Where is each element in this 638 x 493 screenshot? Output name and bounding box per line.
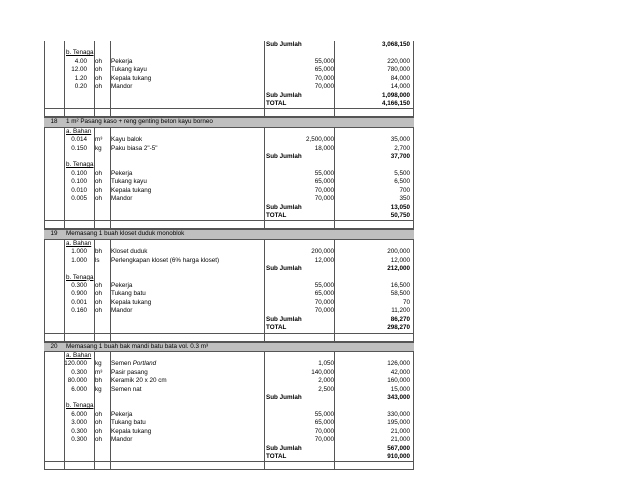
line-total: 35,000 xyxy=(390,136,410,144)
line-total: 160,000 xyxy=(387,377,410,385)
coefficient: 0.20 xyxy=(74,83,87,91)
unit-price: 55,000 xyxy=(314,57,334,65)
unit-price: 55,000 xyxy=(314,169,334,177)
section-label: b. Tenaga xyxy=(66,161,94,169)
table-row xyxy=(44,83,414,91)
cost-analysis-sheet xyxy=(44,41,414,470)
line-total: 1,098,000 xyxy=(381,91,410,99)
section-label: b. Tenaga xyxy=(66,49,94,57)
summary-row xyxy=(44,316,414,324)
coefficient: 0.005 xyxy=(71,195,87,203)
table-row xyxy=(44,386,414,394)
description: Tukang kayu xyxy=(111,178,147,186)
item-number: 18 xyxy=(50,118,58,126)
coefficient: 3.000 xyxy=(71,419,87,427)
unit-price: 12,000 xyxy=(314,256,334,264)
description: Kayu balok xyxy=(111,136,143,144)
unit-price: 65,000 xyxy=(314,66,334,74)
summary-row xyxy=(44,153,414,161)
section-label: b. Tenaga xyxy=(66,273,94,281)
coefficient: 12.00 xyxy=(71,66,87,74)
coefficient: 0.010 xyxy=(71,186,87,194)
table-row xyxy=(44,257,414,265)
line-total: 910,000 xyxy=(387,452,410,460)
description: Tukang kayu xyxy=(111,66,147,74)
table-row xyxy=(44,145,414,153)
unit: oh xyxy=(95,281,103,289)
coefficient: 6.000 xyxy=(71,410,87,418)
section-label: a. Bahan xyxy=(66,351,92,359)
item-title: Memasang 1 buah kloset duduk monoblok xyxy=(66,230,185,238)
summary-label: Sub Jumlah xyxy=(266,265,302,273)
line-total: 200,000 xyxy=(387,248,410,256)
line-total: 15,000 xyxy=(390,385,410,393)
line-total: 195,000 xyxy=(387,419,410,427)
unit-price: 70,000 xyxy=(314,427,334,435)
summary-row xyxy=(44,265,414,273)
table-row xyxy=(44,170,414,178)
table-row xyxy=(44,307,414,315)
description: Kepala tukang xyxy=(111,427,152,435)
spacer-row xyxy=(44,109,414,117)
line-total: 2,700 xyxy=(394,144,410,152)
coefficient: 0.300 xyxy=(71,427,87,435)
line-total: 70 xyxy=(402,298,410,306)
unit-price: 70,000 xyxy=(314,83,334,91)
unit: oh xyxy=(95,186,103,194)
section-label-row xyxy=(44,128,414,136)
summary-row xyxy=(44,212,414,221)
unit: kg xyxy=(95,385,102,393)
coefficient: 120.000 xyxy=(64,360,87,368)
unit-price: 70,000 xyxy=(314,195,334,203)
coefficient: 0.100 xyxy=(71,169,87,177)
line-total: 5,500 xyxy=(394,169,410,177)
line-total: 780,000 xyxy=(387,66,410,74)
description: Pekerja xyxy=(111,57,133,65)
unit-price: 70,000 xyxy=(314,74,334,82)
summary-label: Sub Jumlah xyxy=(266,203,302,211)
item-header-row xyxy=(44,342,414,352)
unit: oh xyxy=(95,427,103,435)
line-total: 84,000 xyxy=(390,74,410,82)
description: Pekerja xyxy=(111,410,133,418)
unit-price: 18,000 xyxy=(314,144,334,152)
table-row xyxy=(44,377,414,385)
line-total: 42,000 xyxy=(390,368,410,376)
coefficient: 1.20 xyxy=(74,74,87,82)
description: Perlengkapan kloset (6% harga kloset) xyxy=(111,256,220,264)
unit: oh xyxy=(95,169,103,177)
section-label-row xyxy=(44,274,414,282)
item-header-row xyxy=(44,117,414,127)
summary-row xyxy=(44,92,414,100)
section-label: a. Bahan xyxy=(66,239,92,247)
unit-price: 65,000 xyxy=(314,178,334,186)
table-row xyxy=(44,360,414,368)
unit-price: 2,000 xyxy=(318,377,334,385)
unit-price: 70,000 xyxy=(314,186,334,194)
line-total: 126,000 xyxy=(387,360,410,368)
description: Kepala tukang xyxy=(111,74,152,82)
table-row xyxy=(44,411,414,419)
line-total: 220,000 xyxy=(387,57,410,65)
description: Pekerja xyxy=(111,281,133,289)
table-row xyxy=(44,369,414,377)
unit: oh xyxy=(95,83,103,91)
spacer-row xyxy=(44,334,414,342)
table-row xyxy=(44,58,414,66)
unit-price: 55,000 xyxy=(314,281,334,289)
summary-label: Sub Jumlah xyxy=(266,41,302,48)
unit: bh xyxy=(95,377,103,385)
item-number: 19 xyxy=(50,230,58,238)
unit: ls xyxy=(95,256,100,264)
item-title: 1 m² Pasang kaso + reng genting beton kayu borneo xyxy=(66,118,213,126)
unit: oh xyxy=(95,66,103,74)
line-total: 11,200 xyxy=(391,307,410,315)
coefficient: 6.000 xyxy=(71,385,87,393)
coefficient: 0.900 xyxy=(71,290,87,298)
unit: oh xyxy=(95,307,103,315)
description: Pekerja xyxy=(111,169,133,177)
line-total: 4,166,150 xyxy=(381,99,410,107)
description: Mandor xyxy=(111,83,133,91)
description: Semen Portland xyxy=(111,360,157,368)
line-total: 6,500 xyxy=(394,178,410,186)
description: Tukang batu xyxy=(111,290,146,298)
item-title: Memasang 1 buah bak mandi batu bata vol. 0.3 m³ xyxy=(66,342,209,350)
section-label-row xyxy=(44,161,414,169)
unit: oh xyxy=(95,298,103,306)
spacer-row xyxy=(44,221,414,229)
unit: kg xyxy=(95,360,102,368)
unit: kg xyxy=(95,144,102,152)
table-row xyxy=(44,299,414,307)
unit: oh xyxy=(95,290,103,298)
coefficient: 1.000 xyxy=(71,256,87,264)
table-row xyxy=(44,436,414,444)
description: Mandor xyxy=(111,195,133,203)
line-total: 700 xyxy=(399,186,410,194)
unit-price: 55,000 xyxy=(314,410,334,418)
summary-row xyxy=(44,41,414,49)
summary-label: TOTAL xyxy=(266,324,287,332)
summary-label: Sub Jumlah xyxy=(266,153,302,161)
coefficient: 4.00 xyxy=(74,57,87,65)
description: Semen nat xyxy=(111,385,142,393)
description: Tukang batu xyxy=(111,419,146,427)
coefficient: 0.150 xyxy=(71,144,87,152)
summary-row xyxy=(44,453,414,462)
description: Mandor xyxy=(111,307,133,315)
unit: oh xyxy=(95,57,103,65)
summary-label: Sub Jumlah xyxy=(266,91,302,99)
line-total: 567,000 xyxy=(387,444,410,452)
table-row xyxy=(44,195,414,203)
table-body xyxy=(44,41,414,470)
section-label-row xyxy=(44,352,414,360)
coefficient: 80.000 xyxy=(67,377,87,385)
description: Paku biasa 2"-5" xyxy=(111,144,158,152)
coefficient: 0.160 xyxy=(71,307,87,315)
table-row xyxy=(44,136,414,144)
section-label: a. Bahan xyxy=(66,127,92,135)
description: Kepala tukang xyxy=(111,298,152,306)
summary-label: TOTAL xyxy=(266,452,287,460)
description: Kepala tukang xyxy=(111,186,152,194)
unit-price: 1,050 xyxy=(318,360,334,368)
unit: oh xyxy=(95,410,103,418)
table-row xyxy=(44,187,414,195)
summary-label: Sub Jumlah xyxy=(266,444,302,452)
summary-row xyxy=(44,445,414,453)
unit: m³ xyxy=(95,136,103,144)
unit-price: 2,500,000 xyxy=(305,136,334,144)
summary-label: TOTAL xyxy=(266,99,287,107)
item-number: 20 xyxy=(50,342,58,350)
line-total: 343,000 xyxy=(387,394,410,402)
table-row xyxy=(44,248,414,256)
coefficient: 1.000 xyxy=(71,248,87,256)
coefficient: 0.300 xyxy=(71,368,87,376)
line-total: 86,270 xyxy=(390,315,410,323)
coefficient: 0.001 xyxy=(71,298,87,306)
unit: oh xyxy=(95,178,103,186)
description: Mandor xyxy=(111,436,133,444)
unit-price: 65,000 xyxy=(314,290,334,298)
line-total: 212,000 xyxy=(387,265,410,273)
table-row xyxy=(44,66,414,74)
summary-label: TOTAL xyxy=(266,212,287,220)
summary-row xyxy=(44,324,414,333)
summary-label: Sub Jumlah xyxy=(266,315,302,323)
line-total: 350 xyxy=(399,195,410,203)
description: Keramik 20 x 20 cm xyxy=(111,377,167,385)
description: Pasir pasang xyxy=(111,368,148,376)
unit-price: 70,000 xyxy=(314,436,334,444)
unit-price: 200,000 xyxy=(311,248,334,256)
summary-row xyxy=(44,204,414,212)
unit-price: 70,000 xyxy=(314,298,334,306)
section-label-row xyxy=(44,402,414,410)
line-total: 16,500 xyxy=(390,281,410,289)
unit: oh xyxy=(95,436,103,444)
line-total: 58,500 xyxy=(390,290,410,298)
unit-price: 2,500 xyxy=(318,385,334,393)
line-total: 13,050 xyxy=(390,203,410,211)
line-total: 12,000 xyxy=(390,256,410,264)
unit: m³ xyxy=(95,368,103,376)
line-total: 21,000 xyxy=(390,436,410,444)
line-total: 14,000 xyxy=(390,83,410,91)
table-row xyxy=(44,428,414,436)
section-label: b. Tenaga xyxy=(66,402,94,410)
unit-price: 140,000 xyxy=(311,368,334,376)
line-total: 50,750 xyxy=(390,212,410,220)
table-row xyxy=(44,178,414,186)
unit: oh xyxy=(95,195,103,203)
line-total: 21,000 xyxy=(390,427,410,435)
spacer-row xyxy=(44,462,414,470)
coefficient: 0.300 xyxy=(71,436,87,444)
table-row xyxy=(44,282,414,290)
description: Kloset duduk xyxy=(111,248,148,256)
coefficient: 0.300 xyxy=(71,281,87,289)
line-total: 298,270 xyxy=(387,324,410,332)
line-total: 3,068,150 xyxy=(381,41,410,48)
summary-label: Sub Jumlah xyxy=(266,394,302,402)
table-row xyxy=(44,290,414,298)
section-label-row xyxy=(44,49,414,57)
line-total: 330,000 xyxy=(387,410,410,418)
summary-row xyxy=(44,394,414,402)
unit-price: 65,000 xyxy=(314,419,334,427)
table-row xyxy=(44,419,414,427)
unit-price: 70,000 xyxy=(314,307,334,315)
unit: oh xyxy=(95,419,103,427)
summary-row xyxy=(44,100,414,109)
unit: oh xyxy=(95,74,103,82)
unit: bh xyxy=(95,248,103,256)
section-label-row xyxy=(44,240,414,248)
coefficient: 0.014 xyxy=(71,136,87,144)
item-header-row xyxy=(44,229,414,239)
table-row xyxy=(44,75,414,83)
line-total: 37,700 xyxy=(390,153,410,161)
coefficient: 0.100 xyxy=(71,178,87,186)
